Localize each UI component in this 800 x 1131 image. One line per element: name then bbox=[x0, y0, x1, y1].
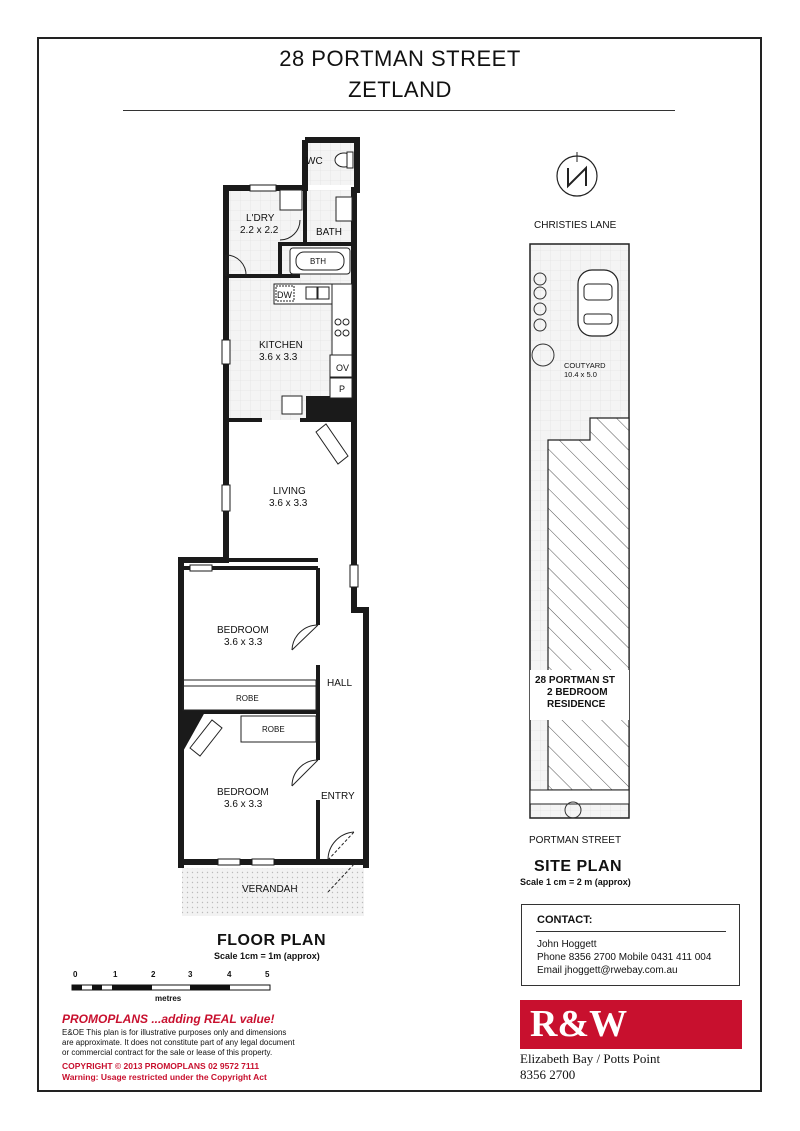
scale-bar bbox=[72, 985, 270, 990]
residence-line-2: 2 BEDROOM bbox=[547, 687, 608, 698]
contact-name: John Hoggett bbox=[537, 939, 597, 950]
label-bedroom-1-size: 3.6 x 3.3 bbox=[224, 637, 263, 648]
copyright-block bbox=[62, 1061, 267, 1083]
label-hall: HALL bbox=[327, 678, 353, 689]
disclaimer-line-1: E&OE This plan is for illustrative purposes only and dimensions bbox=[62, 1028, 287, 1037]
scale-tick-1: 1 bbox=[113, 970, 118, 979]
label-kitchen: KITCHEN bbox=[259, 340, 303, 351]
label-bedroom-2-size: 3.6 x 3.3 bbox=[224, 799, 263, 810]
label-laundry: L'DRY bbox=[246, 213, 275, 224]
scale-tick-2: 2 bbox=[151, 970, 156, 979]
disclaimer-line-2: are approximate. It does not constitute part of any legal document bbox=[62, 1038, 295, 1047]
promo-tagline: PROMOPLANS ...adding REAL value! bbox=[62, 1012, 275, 1026]
label-bedroom-2: BEDROOM bbox=[217, 787, 269, 798]
address-title: 28 PORTMAN STREET bbox=[279, 46, 521, 71]
label-oven: OV bbox=[336, 363, 350, 373]
label-bath-fixture: BTH bbox=[310, 257, 326, 266]
label-robe-1: ROBE bbox=[236, 694, 259, 703]
contact-phones: Phone 8356 2700 Mobile 0431 411 004 bbox=[537, 952, 712, 963]
courtyard-label: COUTYARD bbox=[564, 361, 606, 370]
warning-line: Warning: Usage restricted under the Copyright Act bbox=[62, 1072, 267, 1082]
fireplace-kitchen bbox=[306, 396, 354, 422]
label-verandah: VERANDAH bbox=[242, 884, 298, 895]
residence-line-1: 28 PORTMAN ST bbox=[535, 675, 616, 686]
site-plan-scale: Scale 1 cm = 2 m (approx) bbox=[520, 877, 631, 887]
disclaimer-line-3: or commercial contract for the sale or lease of this property. bbox=[62, 1048, 273, 1057]
label-bath: BATH bbox=[316, 227, 342, 238]
label-entry: ENTRY bbox=[321, 791, 355, 802]
scale-tick-5: 5 bbox=[265, 970, 270, 979]
contact-heading: CONTACT: bbox=[537, 914, 593, 926]
scale-unit: metres bbox=[155, 994, 182, 1003]
lane-label: CHRISTIES LANE bbox=[534, 220, 617, 231]
floor-plan-title: FLOOR PLAN bbox=[217, 932, 326, 949]
fireplace-grilles bbox=[190, 424, 348, 756]
scale-tick-4: 4 bbox=[227, 970, 232, 979]
site-plan-title: SITE PLAN bbox=[534, 858, 623, 875]
copyright-line: COPYRIGHT © 2013 PROMOPLANS 02 9572 7111 bbox=[62, 1061, 260, 1071]
agency-phone: 8356 2700 bbox=[520, 1067, 576, 1082]
label-pantry: P bbox=[339, 384, 346, 394]
disclaimer bbox=[62, 1028, 295, 1058]
courtyard-size: 10.4 x 5.0 bbox=[564, 370, 597, 379]
label-robe-2: ROBE bbox=[262, 725, 285, 734]
street-label: PORTMAN STREET bbox=[529, 835, 622, 846]
contact-rule bbox=[536, 931, 726, 932]
scale-tick-0: 0 bbox=[73, 970, 78, 979]
label-kitchen-size: 3.6 x 3.3 bbox=[259, 352, 298, 363]
suburb-title: ZETLAND bbox=[348, 77, 452, 102]
north-label bbox=[566, 168, 567, 169]
label-bedroom-1: BEDROOM bbox=[217, 625, 269, 636]
label-dishwasher: DW bbox=[277, 290, 292, 300]
contact-box bbox=[521, 904, 740, 986]
contact-email[interactable]: Email jhoggett@rwebay.com.au bbox=[537, 965, 678, 976]
agency-logo: R&W bbox=[520, 1000, 742, 1049]
label-laundry-size: 2.2 x 2.2 bbox=[240, 225, 279, 236]
floor-plan-scale: Scale 1cm = 1m (approx) bbox=[214, 951, 320, 961]
scale-tick-3: 3 bbox=[188, 970, 193, 979]
residence-line-3: RESIDENCE bbox=[547, 699, 606, 710]
site-plan-drawing bbox=[530, 152, 629, 818]
label-living: LIVING bbox=[273, 486, 306, 497]
label-living-size: 3.6 x 3.3 bbox=[269, 498, 308, 509]
label-wc: WC bbox=[306, 156, 323, 167]
agency-office: Elizabeth Bay / Potts Point bbox=[520, 1051, 661, 1066]
